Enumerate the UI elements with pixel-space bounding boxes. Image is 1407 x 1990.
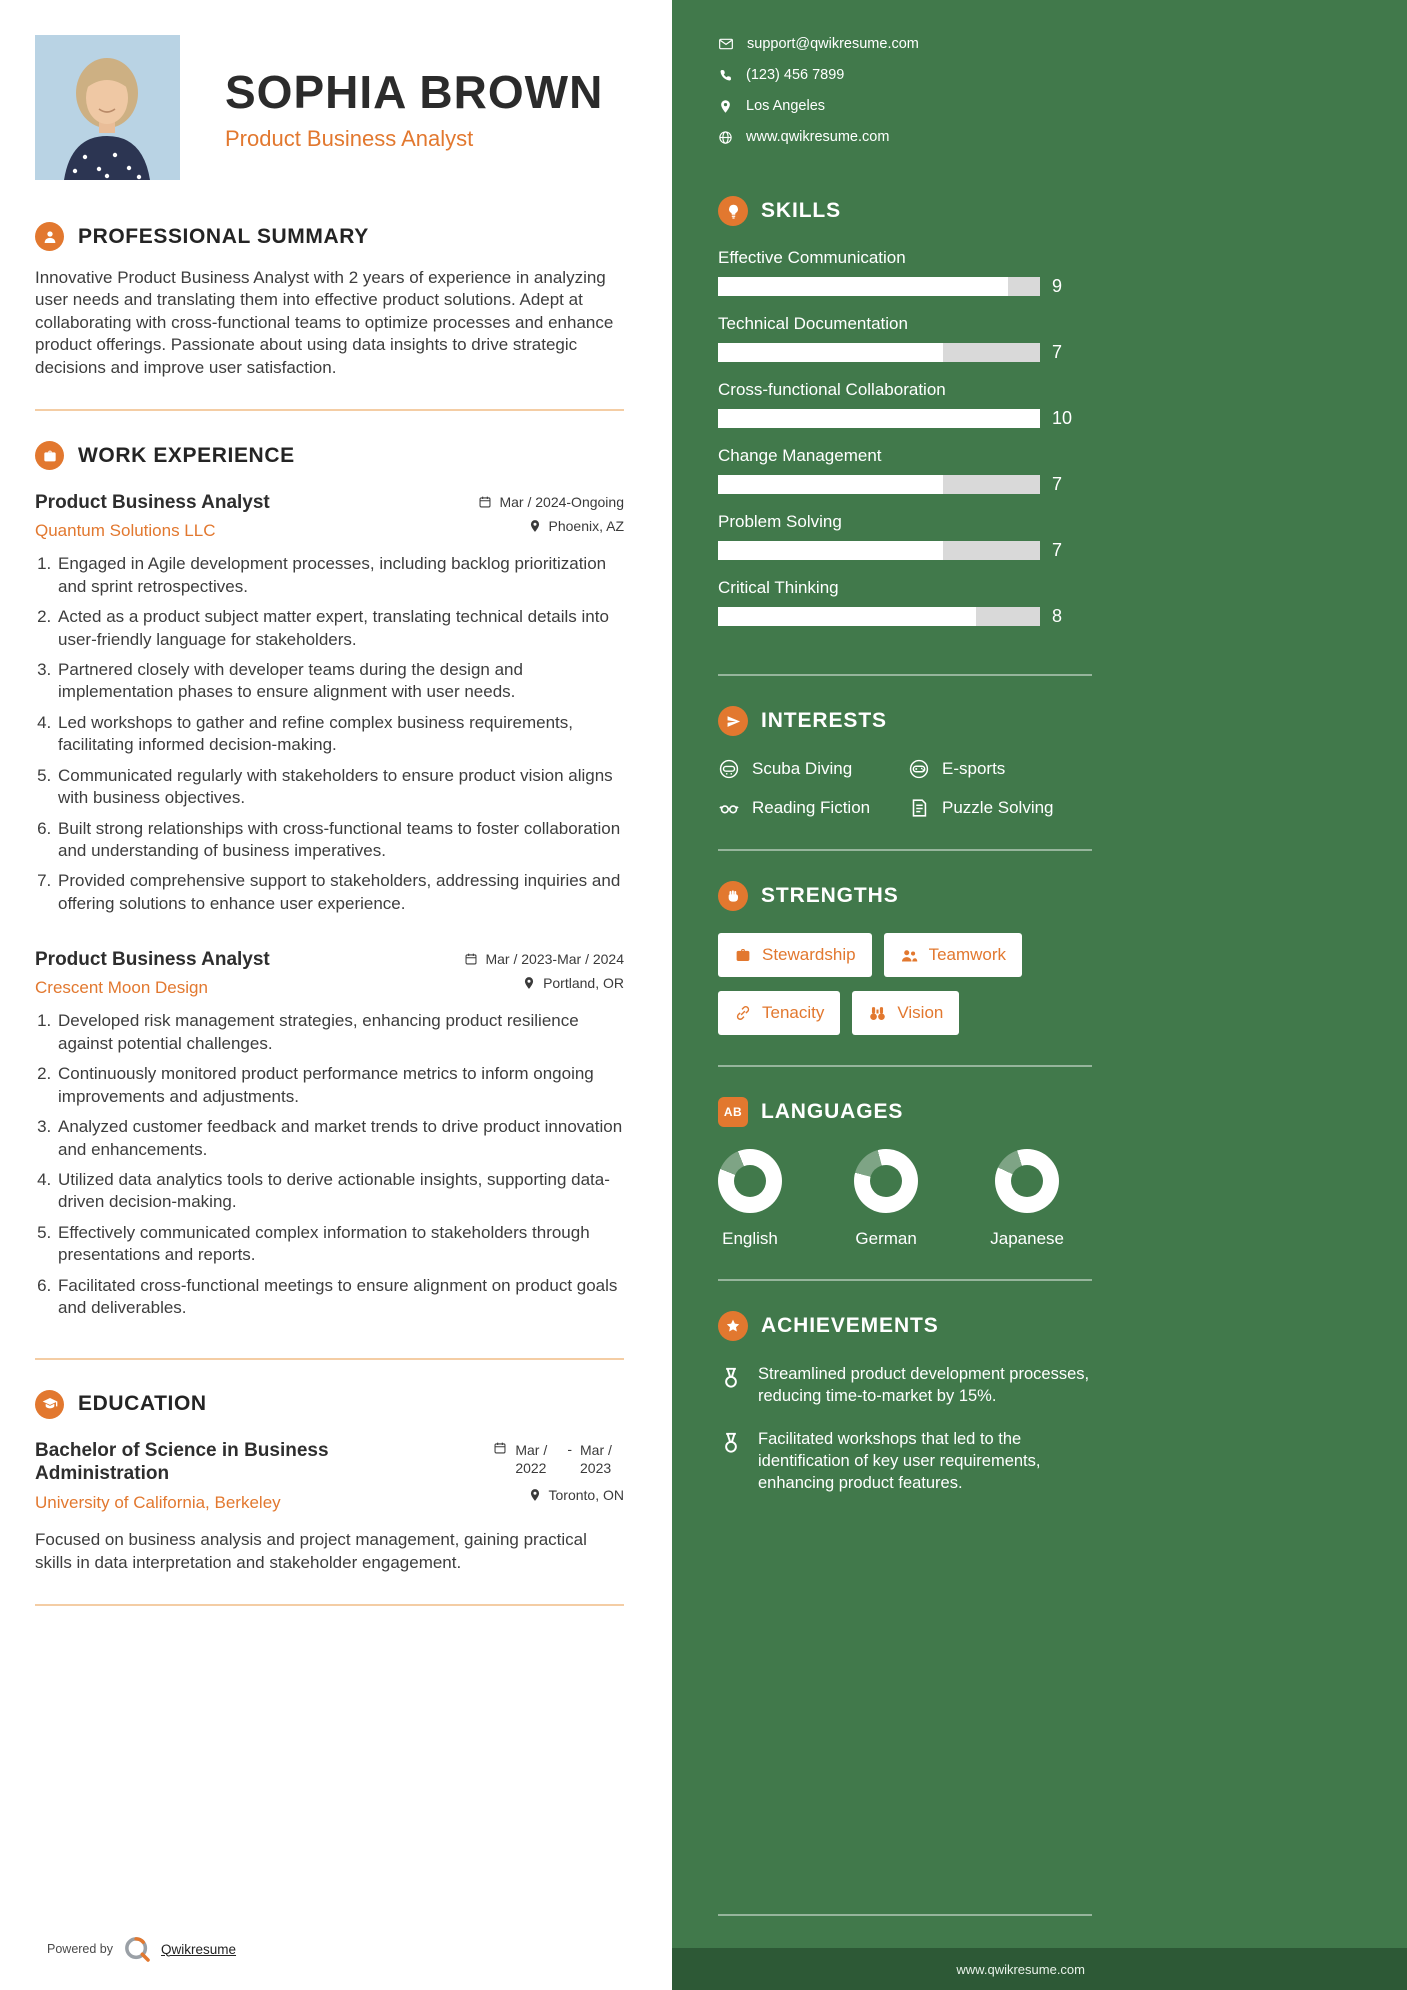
- skill-item: [718, 512, 1092, 561]
- star-icon: [718, 1311, 748, 1341]
- toolbox-icon: [734, 946, 752, 964]
- scuba-diving-icon: [718, 758, 740, 780]
- interest-item: [908, 758, 1092, 780]
- puzzle-book-icon: [908, 797, 930, 819]
- language-donut-chart: [718, 1149, 782, 1213]
- reading-glasses-icon: [718, 797, 740, 819]
- skills-heading: SKILLS: [761, 199, 842, 222]
- divider: [718, 849, 1092, 851]
- paper-plane-icon: [718, 706, 748, 736]
- education-degree: Bachelor of Science in Business Administration: [35, 1439, 329, 1485]
- languages-row: [718, 1149, 1064, 1249]
- interest-label: E-sports: [942, 759, 1006, 778]
- job-location: Phoenix, AZ: [548, 518, 624, 535]
- job-header: [35, 492, 624, 541]
- education-location: Toronto, ON: [548, 1486, 624, 1503]
- job-entry: [35, 949, 624, 1319]
- job-bullet: 3. Analyzed customer feedback and market trends to drive product innovation and enhancements.: [56, 1116, 624, 1161]
- strength-badge: [718, 933, 872, 977]
- sidebar: [672, 0, 1407, 1990]
- skill-value: 7: [1052, 540, 1063, 560]
- location-pin-icon: [522, 976, 536, 990]
- divider: [718, 1065, 1092, 1067]
- summary-heading: PROFESSIONAL SUMMARY: [78, 224, 369, 248]
- interest-item: [908, 797, 1092, 819]
- strength-label: Vision: [897, 1003, 944, 1022]
- job-bullet-list: [35, 553, 624, 915]
- profile-photo: [35, 35, 180, 180]
- education-header: [35, 1439, 624, 1514]
- skill-bar: [718, 475, 1040, 494]
- skill-label: Cross-functional Collaboration: [718, 380, 946, 399]
- job-bullet: 5. Effectively communicated complex information to stakeholders through presentations and reports.: [56, 1222, 624, 1267]
- identity-header: [35, 35, 624, 180]
- skill-item: [718, 446, 1092, 495]
- job-bullet: 1. Engaged in Agile development processes, including backlog prioritization and sprint retrospectives.: [56, 553, 624, 598]
- skill-label: Technical Documentation: [718, 314, 908, 333]
- language-item: [718, 1149, 782, 1249]
- skill-item: [718, 248, 1092, 297]
- interests-heading-row: [718, 706, 1092, 736]
- strengths-heading-row: [718, 881, 1092, 911]
- education-meta: [434, 1439, 624, 1503]
- strength-label: Tenacity: [762, 1003, 825, 1022]
- job-title-block: [35, 492, 270, 541]
- job-bullet: 1. Developed risk management strategies, enhancing product resilience against potential challenges.: [56, 1010, 624, 1055]
- languages-section: [718, 1097, 1092, 1249]
- skill-label: Change Management: [718, 446, 882, 465]
- job-location: Portland, OR: [543, 975, 624, 992]
- achievements-heading: ACHIEVEMENTS: [761, 1314, 939, 1337]
- language-label: German: [855, 1229, 917, 1248]
- job-bullet: 6. Facilitated cross-functional meetings to ensure alignment on product goals and deliverables.: [56, 1275, 624, 1320]
- skill-item: [718, 380, 1092, 429]
- skill-bar: [718, 343, 1040, 362]
- job-dates: Mar / 2024-Ongoing: [499, 494, 624, 511]
- skill-bar: [718, 607, 1040, 626]
- achievement-text: Facilitated workshops that led to the identification of key user requirements, enhancing product features.: [758, 1429, 1041, 1493]
- interest-item: [718, 797, 908, 819]
- education-title-block: [35, 1439, 375, 1514]
- team-users-icon: [900, 946, 919, 965]
- job-bullet: 2. Acted as a product subject matter expert, translating technical details into user-friendly language for stakeholders.: [56, 606, 624, 651]
- summary-text: Innovative Product Business Analyst with 2 years of experience in analyzing user needs and translating them into effective product solutions. Adept at collaborating with cross-functional teams to optimize processes and enhance product offerings. Passionate about using data insights to drive strategic decisions and improve user satisfaction.: [35, 268, 614, 377]
- job-company: Crescent Moon Design: [35, 978, 208, 998]
- skill-bar: [718, 277, 1040, 296]
- divider: [718, 674, 1092, 676]
- game-controller-icon: [908, 758, 930, 780]
- divider: [718, 1279, 1092, 1281]
- job-dates: Mar / 2023-Mar / 2024: [485, 951, 624, 968]
- location-pin-icon: [528, 1488, 542, 1502]
- divider: [35, 1604, 624, 1606]
- strength-badge: [718, 991, 840, 1035]
- footer-website-link[interactable]: www.qwikresume.com: [956, 1961, 1085, 1977]
- achievement-item: [718, 1428, 1092, 1495]
- strength-label: Teamwork: [928, 945, 1007, 964]
- contact-website-row: [718, 129, 1092, 145]
- skill-item: [718, 578, 1092, 627]
- medal-icon: [718, 1430, 744, 1456]
- interest-label: Reading Fiction: [752, 798, 871, 817]
- powered-by-label: Powered by: [47, 1942, 114, 1956]
- language-item: [990, 1149, 1064, 1249]
- phone-icon: [718, 68, 733, 83]
- binoculars-icon: [868, 1004, 887, 1023]
- job-bullet: 5. Communicated regularly with stakeholders to ensure product vision aligns with business objectives.: [56, 765, 624, 810]
- job-company: Quantum Solutions LLC: [35, 521, 216, 541]
- achievements-heading-row: [718, 1311, 1092, 1341]
- job-bullet: 6. Built strong relationships with cross-functional teams to foster collaboration and understanding of business imperatives.: [56, 818, 624, 863]
- achievement-text: Streamlined product development processes, reducing time-to-market by 15%.: [758, 1365, 1090, 1406]
- job-meta: [434, 949, 624, 991]
- contact-email[interactable]: support@qwikresume.com: [747, 36, 919, 52]
- language-label: Japanese: [990, 1229, 1064, 1248]
- location-pin-icon: [718, 99, 733, 114]
- job-bullet: 2. Continuously monitored product performance metrics to inform ongoing improvements and adjustments.: [56, 1063, 624, 1108]
- education-date-end: Mar / 2023: [580, 1441, 612, 1476]
- skill-bar: [718, 541, 1040, 560]
- job-bullet: 7. Provided comprehensive support to stakeholders, addressing inquiries and offering solutions to enhance user experience.: [56, 870, 624, 915]
- education-school: University of California, Berkeley: [35, 1493, 281, 1513]
- lightbulb-icon: [718, 196, 748, 226]
- education-date-start: Mar / 2022: [515, 1441, 548, 1476]
- contact-phone-row: [718, 67, 1092, 83]
- job-bullet: 3. Partnered closely with developer teams during the design and implementation phases to ensure alignment with user needs.: [56, 659, 624, 704]
- language-donut-chart: [854, 1149, 918, 1213]
- contact-website[interactable]: www.qwikresume.com: [746, 129, 890, 145]
- medal-icon: [718, 1365, 744, 1391]
- graduation-cap-icon: [35, 1390, 64, 1419]
- job-location-row: [528, 518, 625, 534]
- interests-section: [718, 706, 1092, 819]
- envelope-icon: [718, 36, 734, 52]
- contact-block: [718, 36, 1092, 160]
- language-item: [854, 1149, 918, 1249]
- language-label: English: [722, 1229, 778, 1248]
- summary-heading-row: [35, 222, 624, 251]
- identity-text: [225, 35, 603, 152]
- skill-label: Critical Thinking: [718, 578, 839, 597]
- experience-heading-row: [35, 441, 624, 470]
- education-heading-row: [35, 1390, 624, 1419]
- sidebar-content: [672, 0, 1092, 1948]
- job-title: Product Business Analyst: [35, 949, 270, 971]
- calendar-icon: [478, 495, 492, 509]
- job-title: Product Business Analyst: [35, 492, 270, 514]
- contact-location-row: [718, 98, 1092, 114]
- strength-badge: [852, 991, 959, 1035]
- strength-label: Stewardship: [762, 945, 856, 964]
- skills-heading-row: [718, 196, 1092, 226]
- contact-email-row: [718, 36, 1092, 52]
- education-location-row: [528, 1487, 624, 1503]
- skill-value: 7: [1052, 342, 1063, 362]
- education-dates-row: [493, 1441, 624, 1477]
- languages-heading-row: [718, 1097, 1092, 1127]
- job-bullet-list: [35, 1010, 624, 1319]
- education-heading: EDUCATION: [78, 1392, 207, 1416]
- education-date-separator: -: [567, 1440, 572, 1457]
- job-title-block: [35, 949, 270, 998]
- divider: [718, 1914, 1092, 1916]
- interest-item: [718, 758, 908, 780]
- skill-value: 8: [1052, 606, 1063, 626]
- page-footer-left: [35, 1934, 624, 1964]
- skill-value: 7: [1052, 474, 1063, 494]
- name: SOPHIA BROWN: [225, 66, 604, 118]
- job-header: [35, 949, 624, 998]
- translate-icon: AB: [718, 1097, 748, 1127]
- skills-section: [718, 196, 1092, 644]
- achievement-item: [718, 1363, 1092, 1408]
- briefcase-icon: [35, 441, 64, 470]
- contact-phone[interactable]: (123) 456 7899: [746, 67, 845, 83]
- divider: [35, 409, 624, 411]
- interest-label: Scuba Diving: [752, 759, 853, 778]
- person-icon: [35, 222, 64, 251]
- summary-section: [35, 222, 624, 379]
- skill-item: [718, 314, 1092, 363]
- strength-badges: [718, 933, 1092, 1035]
- language-donut-chart: [995, 1149, 1059, 1213]
- languages-heading: LANGUAGES: [761, 1100, 904, 1123]
- fist-icon: [718, 881, 748, 911]
- profile-photo-illustration: [35, 35, 180, 180]
- experience-section: [35, 441, 624, 1327]
- skill-bar: [718, 409, 1040, 428]
- qwikresume-logo: [122, 1934, 152, 1964]
- education-section: [35, 1390, 624, 1574]
- job-bullet: 4. Led workshops to gather and refine complex business requirements, facilitating informed decision-making.: [56, 712, 624, 757]
- education-text: Focused on business analysis and project management, gaining practical skills in data interpretation and stakeholder engagement.: [35, 1530, 587, 1572]
- job-meta: [434, 492, 624, 534]
- calendar-icon: [464, 952, 478, 966]
- qwikresume-link[interactable]: Qwikresume: [161, 1941, 237, 1957]
- job-entry: [35, 492, 624, 915]
- headline-title: Product Business Analyst: [225, 125, 474, 151]
- job-dates-row: [464, 951, 624, 967]
- contact-location: Los Angeles: [746, 98, 826, 114]
- job-dates-row: [478, 494, 624, 510]
- location-pin-icon: [528, 519, 542, 533]
- interests-heading: INTERESTS: [761, 709, 887, 732]
- skill-label: Effective Communication: [718, 248, 906, 267]
- job-location-row: [522, 975, 624, 991]
- skill-label: Problem Solving: [718, 512, 842, 531]
- skill-value: 9: [1052, 276, 1063, 296]
- divider: [35, 1358, 624, 1360]
- strengths-section: [718, 881, 1092, 1035]
- skill-value: 10: [1052, 408, 1073, 428]
- globe-icon: [718, 130, 733, 145]
- strength-badge: [884, 933, 1022, 977]
- experience-heading: WORK EXPERIENCE: [78, 443, 295, 467]
- achievements-section: [718, 1311, 1092, 1514]
- main-column: [0, 0, 672, 1990]
- interest-label: Puzzle Solving: [942, 798, 1054, 817]
- calendar-icon: [493, 1441, 507, 1455]
- job-bullet: 4. Utilized data analytics tools to derive actionable insights, supporting data-driven decision-making.: [56, 1169, 624, 1214]
- chain-link-icon: [734, 1004, 752, 1022]
- interests-grid: [718, 758, 1092, 819]
- strengths-heading: STRENGTHS: [761, 884, 899, 907]
- sidebar-footer-bar: [672, 1948, 1407, 1990]
